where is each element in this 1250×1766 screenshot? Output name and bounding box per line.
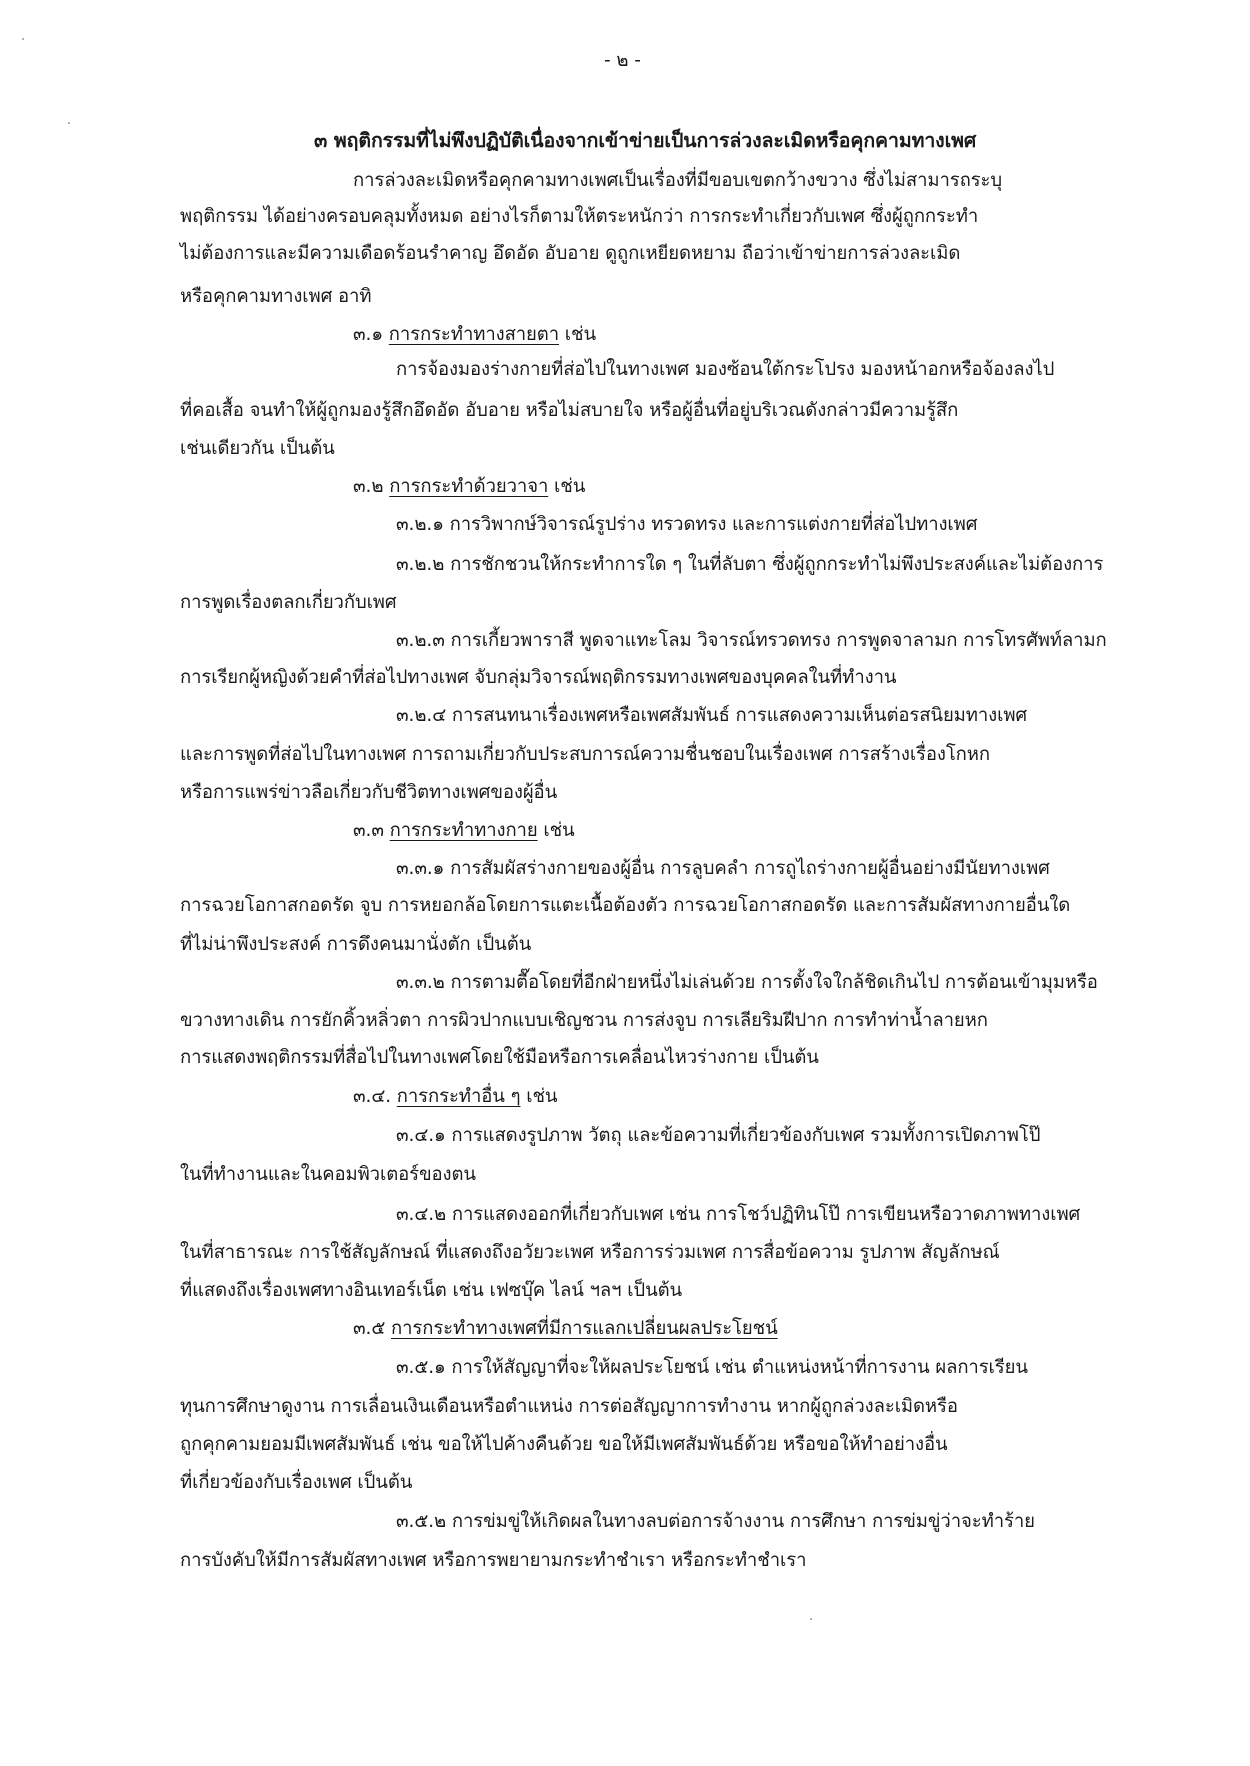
- scan-speck: [22, 38, 24, 40]
- paragraph-line: ๓.๕.๒ การข่มขู่ให้เกิดผลในทางลบต่อการจ้างงาน การศึกษา การข่มขู่ว่าจะทำร้าย: [396, 1511, 1035, 1532]
- paragraph-line: ๓.๓.๒ การตามตื๊อโดยที่อีกฝ่ายหนึ่งไม่เล่นด้วย การตั้งใจใกล้ชิดเกินไป การต้อนเข้ามุมหรือ: [396, 972, 1098, 993]
- paragraph-line: ในที่สาธารณะ การใช้สัญลักษณ์ ที่แสดงถึงอวัยวะเพศ หรือการร่วมเพศ การสื่อข้อความ รูปภาพ สัญลักษณ์: [180, 1242, 1000, 1263]
- intro-line: ไม่ต้องการและมีความเดือดร้อนรำคาญ อึดอัด อับอาย ดูถูกเหยียดหยาม ถือว่าเข้าข่ายการล่วงละเมิด: [180, 243, 961, 264]
- page-number: - ๒ -: [604, 50, 641, 71]
- subsection-heading: [353, 818, 575, 844]
- subsection-number: ๓.๔.: [353, 1086, 397, 1107]
- subsection-number: ๓.๕: [353, 1318, 392, 1339]
- subsection-suffix: เช่น: [537, 820, 575, 841]
- intro-line: หรือคุกคามทางเพศ อาทิ: [180, 286, 372, 307]
- paragraph-line: ๓.๔.๑ การแสดงรูปภาพ วัตถุ และข้อความที่เกี่ยวข้องกับเพศ รวมทั้งการเปิดภาพโป๊: [396, 1125, 1041, 1146]
- paragraph-line: ทุนการศึกษาดูงาน การเลื่อนเงินเดือนหรือตำแหน่ง การต่อสัญญาการทำงาน หากผู้ถูกล่วงละเมิดหรือ: [180, 1396, 958, 1417]
- paragraph-line: หรือการแพร่ข่าวลือเกี่ยวกับชีวิตทางเพศของผู้อื่น: [180, 782, 558, 803]
- paragraph-line: ที่แสดงถึงเรื่องเพศทางอินเทอร์เน็ต เช่น เฟซบุ๊ค ไลน์ ฯลฯ เป็นต้น: [180, 1280, 683, 1301]
- paragraph-line: ๓.๒.๑ การวิพากษ์วิจารณ์รูปร่าง ทรวดทรง และการแต่งกายที่ส่อไปทางเพศ: [396, 514, 978, 535]
- paragraph-line: ถูกคุกคามยอมมีเพศสัมพันธ์ เช่น ขอให้ไปค้างคืนด้วย ขอให้มีเพศสัมพันธ์ด้วย หรือขอให้ทำอย่างอื่น: [180, 1434, 948, 1455]
- subsection-number: ๓.๒: [353, 476, 390, 497]
- section-heading: ๓ พฤติกรรมที่ไม่พึงปฏิบัติเนื่องจากเข้าข่ายเป็นการล่วงละเมิดหรือคุกคามทางเพศ: [314, 129, 977, 152]
- subsection-title: การกระทำทางเพศที่มีการแลกเปลี่ยนผลประโยชน์: [391, 1318, 778, 1339]
- intro-line: การล่วงละเมิดหรือคุกคามทางเพศเป็นเรื่องที่มีขอบเขตกว้างขวาง ซึ่งไม่สามารถระบุ: [353, 170, 1002, 191]
- paragraph-line: ในที่ทำงานและในคอมพิวเตอร์ของตน: [180, 1164, 476, 1185]
- paragraph-line: การบังคับให้มีการสัมผัสทางเพศ หรือการพยายามกระทำชำเรา หรือกระทำชำเรา: [180, 1550, 807, 1571]
- intro-line: พฤติกรรม ได้อย่างครอบคลุมทั้งหมด อย่างไรก็ตามให้ตระหนักว่า การกระทำเกี่ยวกับเพศ ซึ่งผู้ถูกกระทำ: [180, 206, 979, 227]
- subsection-heading: [353, 1316, 778, 1342]
- subsection-suffix: เช่น: [559, 324, 597, 345]
- subsection-title: การกระทำด้วยวาจา: [389, 476, 549, 497]
- paragraph-line: ขวางทางเดิน การยักคิ้วหลิ่วตา การผิวปากแบบเชิญชวน การส่งจูบ การเลียริมฝีปาก การทำท่าน้ำลายหก: [180, 1010, 988, 1031]
- subsection-number: ๓.๓: [353, 820, 390, 841]
- subsection-title: การกระทำทางสายตา: [388, 324, 559, 345]
- paragraph-line: การเรียกผู้หญิงด้วยคำที่ส่อไปทางเพศ จับกลุ่มวิจารณ์พฤติกรรมทางเพศของบุคคลในที่ทำงาน: [180, 667, 897, 688]
- paragraph-line: และการพูดที่ส่อไปในทางเพศ การถามเกี่ยวกับประสบการณ์ความชื่นชอบในเรื่องเพศ การสร้างเรื่องโกหก: [180, 744, 990, 765]
- paragraph-line: ที่คอเสื้อ จนทำให้ผู้ถูกมองรู้สึกอึดอัด อับอาย หรือไม่สบายใจ หรือผู้อื่นที่อยู่บริเวณดังกล่าวมีความรู้สึก: [180, 400, 959, 421]
- subsection-heading: [353, 474, 585, 500]
- paragraph-line: ๓.๕.๑ การให้สัญญาที่จะให้ผลประโยชน์ เช่น ตำแหน่งหน้าที่การงาน ผลการเรียน: [396, 1357, 1028, 1378]
- paragraph-line: การจ้องมองร่างกายที่ส่อไปในทางเพศ มองซ้อนใต้กระโปรง มองหน้าอกหรือจ้องลงไป: [396, 359, 1055, 380]
- subsection-number: ๓.๑: [353, 324, 389, 345]
- paragraph-line: การฉวยโอกาสกอดรัด จูบ การหยอกล้อโดยการแตะเนื้อต้องตัว การฉวยโอกาสกอดรัด และการสัมผัสทางกายอื่นใด: [180, 895, 1071, 916]
- paragraph-line: ๓.๒.๒ การชักชวนให้กระทำการใด ๆ ในที่ลับตา ซึ่งผู้ถูกกระทำไม่พึงประสงค์และไม่ต้องการ: [396, 554, 1104, 575]
- subsection-title: การกระทำทางกาย: [389, 820, 538, 841]
- paragraph-line: การพูดเรื่องตลกเกี่ยวกับเพศ: [180, 592, 397, 613]
- scan-speck: [68, 122, 70, 124]
- subsection-heading: [353, 322, 596, 348]
- scan-speck: [810, 1618, 812, 1620]
- subsection-title: การกระทำอื่น ๆ: [396, 1086, 521, 1107]
- paragraph-line: ๓.๒.๔ การสนทนาเรื่องเพศหรือเพศสัมพันธ์ การแสดงความเห็นต่อรสนิยมทางเพศ: [396, 705, 1028, 726]
- subsection-heading: [353, 1084, 557, 1110]
- paragraph-line: การแสดงพฤติกรรมที่สื่อไปในทางเพศโดยใช้มือหรือการเคลื่อนไหวร่างกาย เป็นต้น: [180, 1047, 819, 1068]
- subsection-suffix: เช่น: [520, 1086, 558, 1107]
- paragraph-line: ที่เกี่ยวข้องกับเรื่องเพศ เป็นต้น: [180, 1472, 413, 1493]
- paragraph-line: ๓.๒.๓ การเกี้ยวพาราสี พูดจาแทะโลม วิจารณ์ทรวดทรง การพูดจาลามก การโทรศัพท์ลามก: [396, 630, 1107, 651]
- paragraph-line: ๓.๓.๑ การสัมผัสร่างกายของผู้อื่น การลูบคลำ การถูไถร่างกายผู้อื่นอย่างมีนัยทางเพศ: [396, 858, 1050, 879]
- paragraph-line: ๓.๔.๒ การแสดงออกที่เกี่ยวกับเพศ เช่น การโชว์ปฏิทินโป๊ การเขียนหรือวาดภาพทางเพศ: [396, 1204, 1081, 1225]
- paragraph-line: เช่นเดียวกัน เป็นต้น: [180, 438, 335, 459]
- subsection-suffix: เช่น: [548, 476, 586, 497]
- paragraph-line: ที่ไม่น่าพึงประสงค์ การดึงคนมานั่งตัก เป็นต้น: [180, 934, 532, 955]
